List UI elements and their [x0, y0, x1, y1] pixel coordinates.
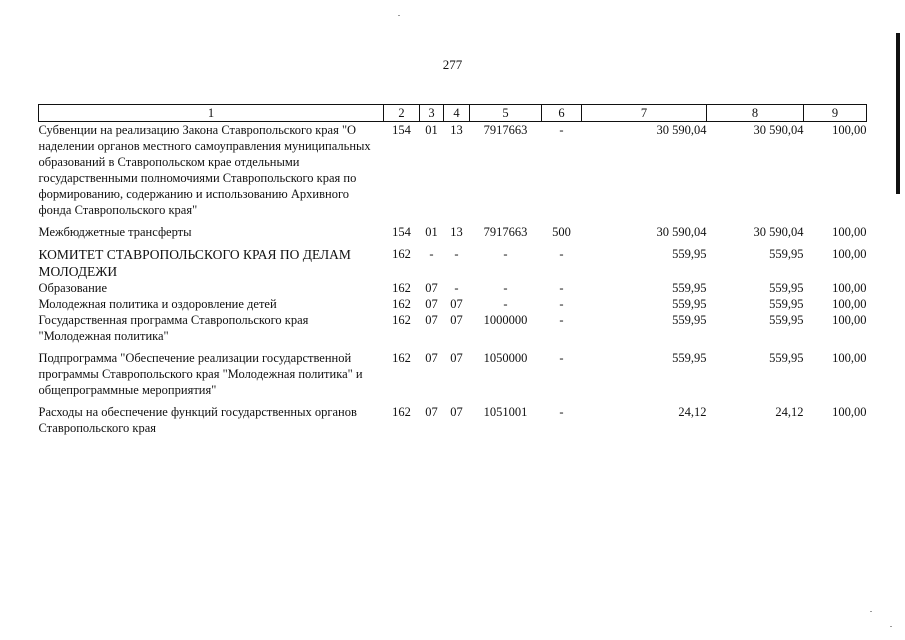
cell-expense-type: -	[559, 313, 564, 327]
cell-plan: 559,95	[672, 247, 707, 261]
cell-target-code: -	[503, 297, 508, 311]
row-name: КОМИТЕТ СТАВРОПОЛЬСКОГО КРАЯ ПО ДЕЛАМ МОЛОДЕЖИ	[38, 247, 351, 279]
cell-expense-type: -	[559, 123, 564, 137]
cell-percent: 100,00	[832, 405, 867, 419]
row-name: Межбюджетные трансферты	[38, 225, 192, 239]
cell-section: 07	[425, 313, 438, 327]
column-header: 2	[384, 105, 420, 122]
cell-ministry: 162	[392, 405, 411, 419]
column-number-row	[39, 105, 867, 122]
table-row	[39, 398, 867, 436]
cell-actual: 24,12	[775, 405, 804, 419]
row-name: Государственная программа Ставропольского края "Молодежная политика"	[38, 313, 309, 343]
column-header: 8	[707, 105, 804, 122]
cell-actual: 559,95	[769, 281, 804, 295]
column-header: 7	[582, 105, 707, 122]
cell-target-code: 7917663	[483, 123, 528, 137]
column-header: 6	[542, 105, 582, 122]
column-header: 4	[444, 105, 470, 122]
cell-target-code: -	[503, 281, 508, 295]
cell-target-code: 1050000	[483, 351, 528, 365]
cell-expense-type: -	[559, 405, 564, 419]
cell-ministry: 154	[392, 225, 411, 239]
cell-target-code: 7917663	[483, 225, 528, 239]
budget-table	[38, 104, 867, 436]
scan-speck	[870, 611, 872, 612]
table-row	[39, 218, 867, 240]
cell-section: 07	[425, 297, 438, 311]
table-row	[39, 240, 867, 280]
cell-plan: 559,95	[672, 313, 707, 327]
cell-section: 07	[425, 281, 438, 295]
cell-ministry: 162	[392, 297, 411, 311]
cell-target-code: -	[503, 247, 508, 261]
cell-actual: 559,95	[769, 351, 804, 365]
cell-actual: 559,95	[769, 297, 804, 311]
cell-subsection: -	[454, 247, 459, 261]
cell-subsection: 13	[450, 225, 463, 239]
cell-actual: 559,95	[769, 247, 804, 261]
cell-target-code: 1000000	[483, 313, 528, 327]
cell-subsection: 13	[450, 123, 463, 137]
cell-plan: 559,95	[672, 281, 707, 295]
row-name: Субвенции на реализацию Закона Ставропольского края "О наделении органов местного самоуправления муниципальных образований в Ставропольском крае отдельными государственными полномочиями Ставропольского края по формированию, содержанию и использованию Архивного фонда Ставропольского края"	[38, 123, 371, 217]
column-header: 5	[470, 105, 542, 122]
cell-percent: 100,00	[832, 281, 867, 295]
row-name: Образование	[38, 281, 108, 295]
cell-percent: 100,00	[832, 225, 867, 239]
cell-plan: 24,12	[678, 405, 707, 419]
cell-subsection: -	[454, 281, 459, 295]
cell-ministry: 162	[392, 281, 411, 295]
cell-percent: 100,00	[832, 247, 867, 261]
table-row	[39, 312, 867, 344]
column-header: 3	[420, 105, 444, 122]
cell-subsection: 07	[450, 313, 463, 327]
cell-plan: 30 590,04	[656, 225, 707, 239]
cell-section: 07	[425, 405, 438, 419]
row-name: Подпрограмма "Обеспечение реализации государственной программы Ставропольского края "Молодежная политика" и общепрограммные мероприятия"	[38, 351, 363, 397]
cell-target-code: 1051001	[483, 405, 528, 419]
cell-actual: 30 590,04	[753, 123, 804, 137]
cell-actual: 559,95	[769, 313, 804, 327]
cell-plan: 30 590,04	[656, 123, 707, 137]
cell-percent: 100,00	[832, 313, 867, 327]
cell-expense-type: -	[559, 281, 564, 295]
table-row	[39, 122, 867, 219]
cell-ministry: 162	[392, 351, 411, 365]
scan-speck	[890, 626, 892, 627]
table-row	[39, 296, 867, 312]
row-name: Молодежная политика и оздоровление детей	[38, 297, 277, 311]
scan-margin-bar	[896, 33, 900, 194]
cell-percent: 100,00	[832, 351, 867, 365]
cell-section: 01	[425, 225, 438, 239]
row-name: Расходы на обеспечение функций государственных органов Ставропольского края	[38, 405, 357, 435]
page-number: 277	[442, 57, 463, 72]
cell-plan: 559,95	[672, 297, 707, 311]
cell-subsection: 07	[450, 297, 463, 311]
cell-ministry: 162	[392, 247, 411, 261]
cell-percent: 100,00	[832, 297, 867, 311]
cell-ministry: 162	[392, 313, 411, 327]
cell-section: 07	[425, 351, 438, 365]
cell-expense-type: -	[559, 351, 564, 365]
cell-plan: 559,95	[672, 351, 707, 365]
cell-section: 01	[425, 123, 438, 137]
column-header: 9	[804, 105, 867, 122]
table-row	[39, 344, 867, 398]
column-header: 1	[39, 105, 384, 122]
cell-expense-type: -	[559, 247, 564, 261]
table-row	[39, 280, 867, 296]
cell-actual: 30 590,04	[753, 225, 804, 239]
scan-speck	[398, 15, 400, 16]
cell-subsection: 07	[450, 405, 463, 419]
cell-percent: 100,00	[832, 123, 867, 137]
cell-expense-type: -	[559, 297, 564, 311]
cell-expense-type: 500	[552, 225, 571, 239]
cell-ministry: 154	[392, 123, 411, 137]
cell-subsection: 07	[450, 351, 463, 365]
cell-section: -	[429, 247, 434, 261]
